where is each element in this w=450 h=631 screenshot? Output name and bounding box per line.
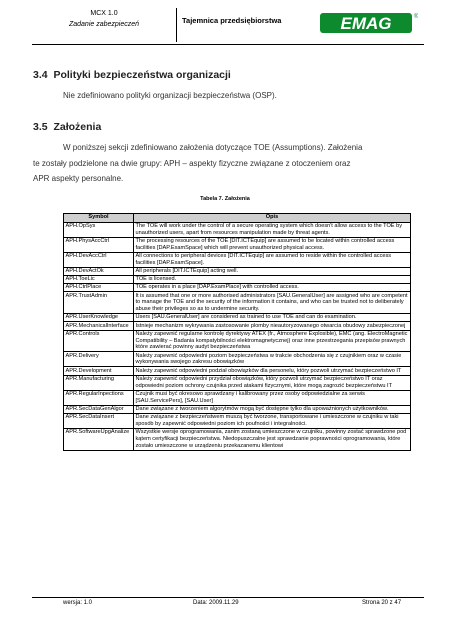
symbol-cell: APH.DevAccCtrl bbox=[64, 252, 134, 267]
table-row bbox=[64, 284, 411, 292]
symbol-cell: APR.Manufacturing bbox=[64, 375, 134, 390]
footer-rule bbox=[32, 597, 424, 598]
header-doc-type: Zadanie zabezpieczeń bbox=[68, 21, 140, 28]
symbol-cell: APR.SecDataGenAlgor bbox=[64, 405, 134, 413]
section-3-5-line-3: APR aspekty personalne. bbox=[33, 174, 124, 183]
description-cell: Czujnik musi być okresowo sprawdzany i kalibrowany przez osoby odpowiedzialne za serwis [SAU.ServicePers], [SAU.User] bbox=[134, 390, 411, 405]
description-cell: Wszystkie wersje oprogramowania, zanim zostaną umieszczone w czujniku, powinny zostać sprawdzone pod kątem certyfikacji bezpieczeństwa. Niedopuszczalne jest sprawdzanie poprawności oprogramowania, które zostało umieszczone w urządzeniu przekazanemu klientowi bbox=[134, 429, 411, 451]
symbol-cell: APR.RegularInpections bbox=[64, 390, 134, 405]
emag-logo bbox=[320, 10, 418, 36]
column-header-symbol: Symbol bbox=[64, 214, 134, 223]
description-cell: Istnieje mechanizm wykrywania zastosowanie plomby nieautoryzowanego otwarcia obudowy zabezpieczonej bbox=[134, 322, 411, 330]
description-cell: TOE is licensed. bbox=[134, 275, 411, 283]
symbol-cell: APR.SoftwareUpgAnalize bbox=[64, 429, 134, 451]
table-row bbox=[64, 237, 411, 252]
description-cell: Dane związane z tworzeniem algorytmów mogą być dostępne tylko dla upoważnionych użytkowników. bbox=[134, 405, 411, 413]
logo-text: EMAG bbox=[340, 14, 392, 33]
table-row bbox=[64, 330, 411, 352]
table-row bbox=[64, 414, 411, 429]
table-header-row bbox=[64, 214, 411, 223]
section-title: Polityki bezpieczeństwa organizacji bbox=[53, 69, 231, 81]
symbol-cell: APH.OpSys bbox=[64, 222, 134, 237]
table-row bbox=[64, 367, 411, 375]
table-body bbox=[64, 222, 411, 450]
table-row bbox=[64, 405, 411, 413]
emag-logo-graphic bbox=[320, 10, 418, 36]
description-cell: Należy zapewnić odpowiedni poziom bezpieczeństwa w trakcie obchodzenia się z czujnikiem oraz w czasie wykonywania swojego zakresu obowiązków bbox=[134, 352, 411, 367]
footer-date: Data: 2009.11.29 bbox=[193, 600, 239, 606]
symbol-cell: APR.Development bbox=[64, 367, 134, 375]
symbol-cell: APH.PhysAccCtrl bbox=[64, 237, 134, 252]
table-row bbox=[64, 322, 411, 330]
description-cell: TOE operates in a place [DAP.ExamPlace] with controlled access. bbox=[134, 284, 411, 292]
description-cell: Dane związane z bezpieczeństwem muszą być tworzone, transportowane i umieszczone w czujniku w taki sposób by zapewnić odpowiedni poziom ich poufności i integralności. bbox=[134, 414, 411, 429]
table-caption: Tabela 7. Założenia bbox=[200, 196, 250, 202]
section-3-4-text: Nie zdefiniowano polityki organizacji bezpieczeństwa (OSP). bbox=[63, 91, 277, 100]
section-number: 3.4 bbox=[33, 69, 48, 81]
description-cell: The TOE will work under the control of a secure operating system which doesn't allow access to the TOE by unauthorized users, apart from resources manipulation made by threat agents. bbox=[134, 222, 411, 237]
section-3-5-line-2: te zostały podzielone na dwie grupy: APH – aspekty fizyczne związane z otoczeniem oraz bbox=[33, 158, 351, 168]
section-title: Założenia bbox=[53, 121, 102, 133]
symbol-cell: APR.MechanicalInterface bbox=[64, 322, 134, 330]
symbol-cell: APR.Delivery bbox=[64, 352, 134, 367]
symbol-cell: APH.CtrlPlace bbox=[64, 284, 134, 292]
table-row bbox=[64, 429, 411, 451]
section-3-5-line-1: W poniższej sekcji zdefiniowano założenia dotyczące TOE (Assumptions). Założenia bbox=[63, 143, 363, 152]
table-row bbox=[64, 352, 411, 367]
header-classification: Tajemnica przedsiębiorstwa bbox=[182, 16, 282, 25]
table-row bbox=[64, 375, 411, 390]
section-3-4-heading bbox=[33, 69, 231, 81]
symbol-cell: APR.TrustAdmin bbox=[64, 292, 134, 314]
section-3-5-heading bbox=[33, 121, 101, 133]
page-header bbox=[32, 8, 424, 42]
table-row bbox=[64, 292, 411, 314]
table-row bbox=[64, 252, 411, 267]
symbol-cell: APR.UserKnowledge bbox=[64, 314, 134, 322]
description-cell: Należy zapewnić odpowiedni przydział obowiązków, który pozwoli utrzymać bezpieczeństwo IT oraz odpowiedni poziom ochrony czujnika przed atakami fizycznymi, które mogą zagrozić bezpieczeństwu IT bbox=[134, 375, 411, 390]
symbol-cell: APR.Controls bbox=[64, 330, 134, 352]
symbol-cell: APH.DevActOk bbox=[64, 267, 134, 275]
section-number: 3.5 bbox=[33, 121, 48, 133]
description-cell: All peripherals [DIT.ICTEquip] acting well. bbox=[134, 267, 411, 275]
logo-registered-mark: ® bbox=[414, 14, 418, 20]
table-row bbox=[64, 275, 411, 283]
symbol-cell: APH.ToeLic bbox=[64, 275, 134, 283]
description-cell: Należy zapewnić odpowiedni podział obowiązków dla personelu, który pozwoli utrzymać bezpieczeństwo IT bbox=[134, 367, 411, 375]
table-row bbox=[64, 222, 411, 237]
description-cell: Users [SAU.GeneralUser] are considered as trained to use TOE and can do examination. bbox=[134, 314, 411, 322]
footer-version: wersja: 1.0 bbox=[63, 600, 93, 606]
description-cell: Należy zapewnić regularne kontrolę dyrektywy ATEX (fr., Atmosphere Explosible), EMC (ang. ElectroMagnetic Compatibility – Badania kompatybilności elektromagnetycznej) oraz inne przestrzegania przepisów prawnych które zawierać powinny audyt bezpieczeństwa bbox=[134, 330, 411, 352]
table-row bbox=[64, 267, 411, 275]
symbol-cell: APR.SecDataInsert bbox=[64, 414, 134, 429]
description-cell: All connections to peripheral devices [DIT.ICTEquip] are assumed to reside within the controlled access facilities [DAP.ExamSpace]. bbox=[134, 252, 411, 267]
assumptions-table bbox=[63, 213, 411, 451]
header-product: MCX 1.0 bbox=[90, 10, 118, 17]
header-rule bbox=[32, 44, 424, 45]
table-row bbox=[64, 390, 411, 405]
header-left-cell bbox=[32, 8, 177, 42]
description-cell: The processing resources of the TOE [DIT.ICTEquip] are assumed to be located within controlled access facilities [DAP.ExamSpace] which will prevent unauthorized physical access. bbox=[134, 237, 411, 252]
description-cell: It is assumed that one or more authorised administrators [SAU.GeneralUser] are assigned who are competent to manage the TOE and the security of the information it contains, and who can be trusted not to deliberately abuse their privileges so as to undermine security. bbox=[134, 292, 411, 314]
table-row bbox=[64, 314, 411, 322]
footer-page-number: Strona 20 z 47 bbox=[362, 600, 402, 606]
column-header-description: Opis bbox=[134, 214, 411, 223]
